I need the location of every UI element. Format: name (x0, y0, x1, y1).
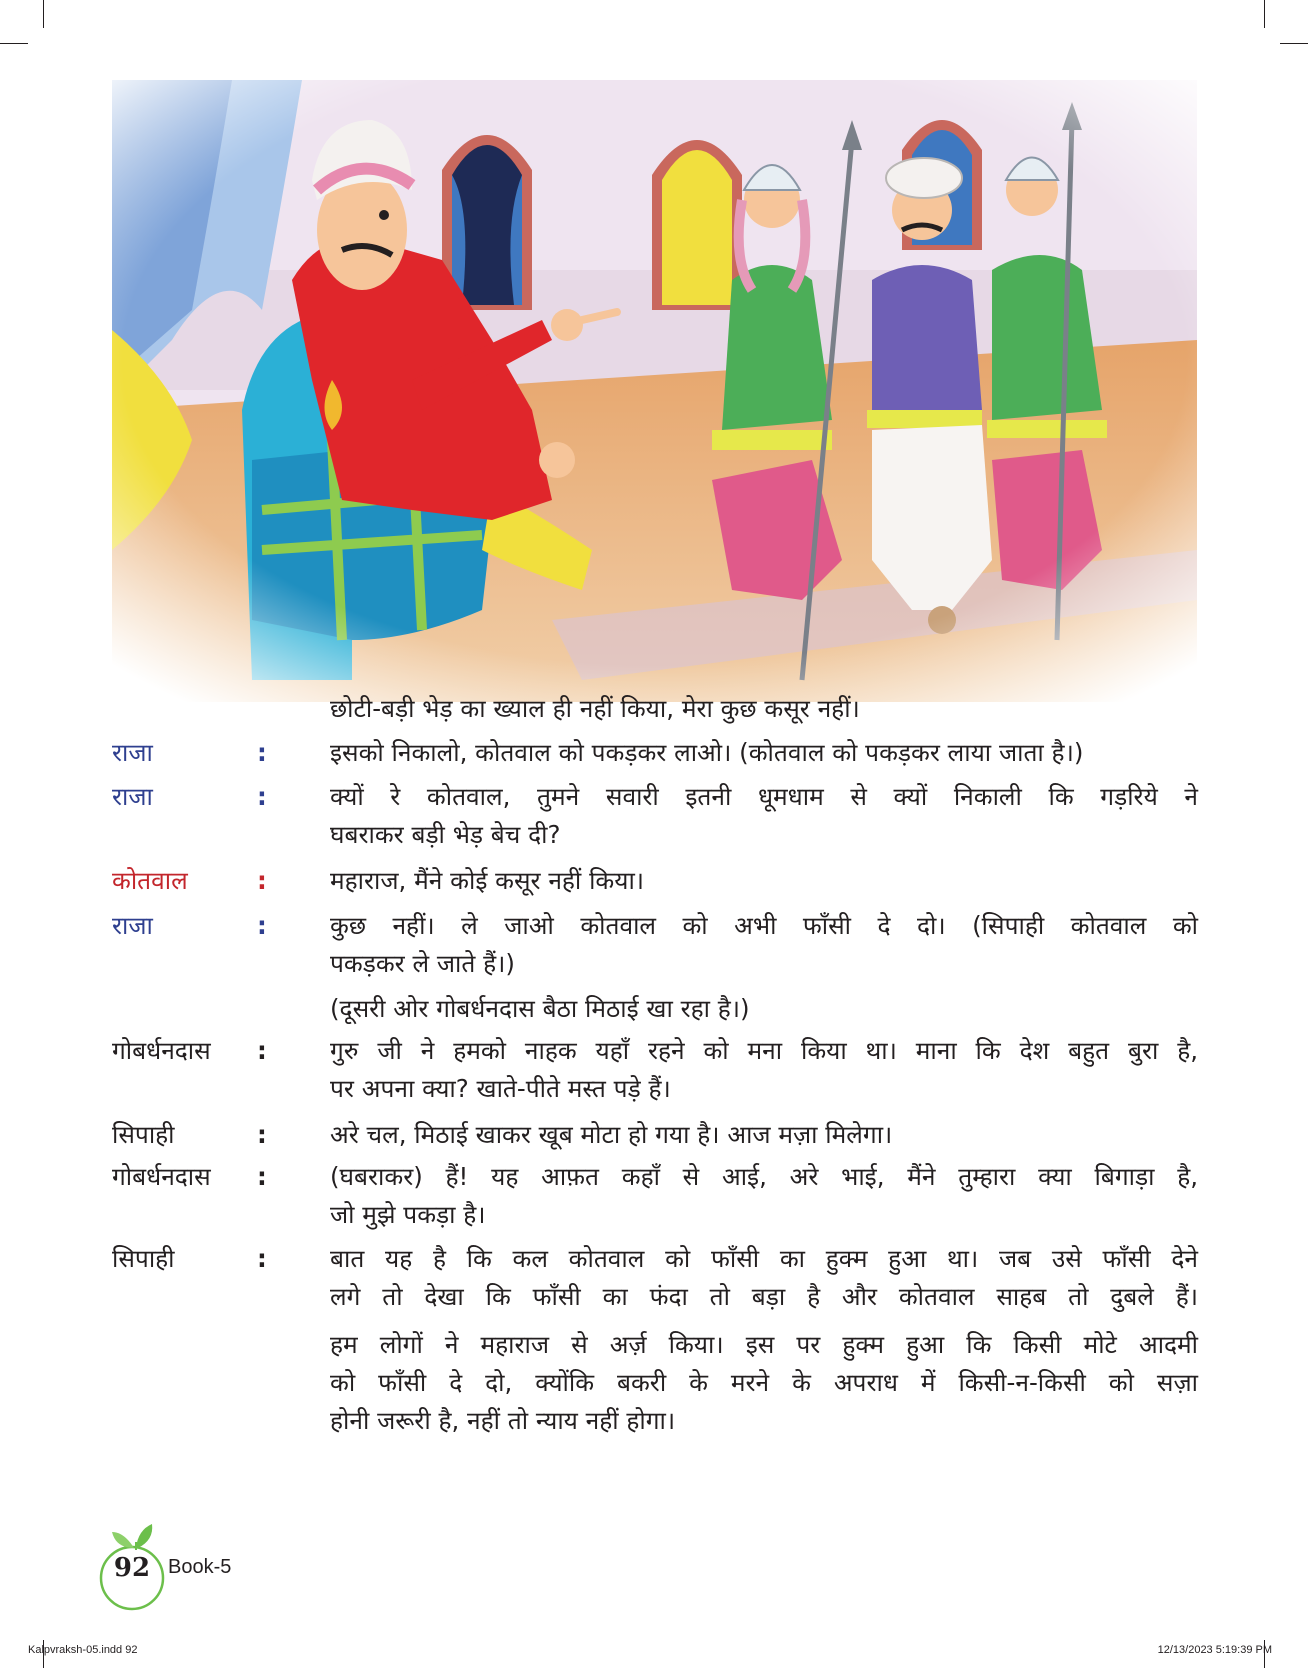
speaker-colon: : (257, 782, 267, 811)
speaker-label: राजा (112, 738, 153, 767)
dialogue-line: लगे तो देखा कि फाँसी का फंदा तो बड़ा है और कोतवाल साहब तो दुबले हैं। (330, 1282, 1198, 1311)
page-number: 92 (113, 1553, 151, 1583)
dialogue-line: महाराज, मैंने कोई कसूर नहीं किया। (330, 866, 645, 895)
speaker-label: गोबर्धनदास (112, 1036, 211, 1065)
book-label: Book-5 (168, 1556, 232, 1578)
speaker-label: सिपाही (112, 1120, 175, 1149)
dialogue-line: पर अपना क्या? खाते-पीते मस्त पड़े हैं। (330, 1074, 671, 1103)
speaker-colon: : (257, 1036, 267, 1065)
dialogue-line: अरे चल, मिठाई खाकर खूब मोटा हो गया है। आज मज़ा मिलेगा। (330, 1120, 893, 1149)
speaker-colon: : (257, 1162, 267, 1191)
dialogue-line: को फाँसी दे दो, क्योंकि बकरी के मरने के अपराध में किसी-न-किसी को सज़ा (330, 1368, 1198, 1397)
speaker-label: राजा (112, 911, 153, 940)
speaker-label: कोतवाल (112, 866, 188, 895)
dialogue-line: इसको निकालो, कोतवाल को पकड़कर लाओ। (कोतवाल को पकड़कर लाया जाता है।) (330, 738, 1084, 767)
crop-mark (43, 0, 44, 28)
speaker-colon: : (257, 911, 267, 940)
speaker-colon: : (257, 1244, 267, 1273)
story-illustration (112, 80, 1197, 702)
dialogue-line: (दूसरी ओर गोबर्धनदास बैठा मिठाई खा रहा है।) (330, 994, 750, 1023)
speaker-label: राजा (112, 782, 153, 811)
dialogue-line: कुछ नहीं। ले जाओ कोतवाल को अभी फाँसी दे दो। (सिपाही कोतवाल को (330, 911, 1198, 940)
crop-mark (0, 43, 28, 44)
print-slug-timestamp: 12/13/2023 5:19:39 PM (1157, 1644, 1272, 1656)
print-slug-file: Kalpvraksh-05.indd 92 (28, 1644, 138, 1656)
dialogue-line: (घबराकर) हैं! यह आफ़त कहाँ से आई, अरे भाई, मैंने तुम्हारा क्या बिगाड़ा है, (330, 1162, 1198, 1191)
dialogue-line: होनी जरूरी है, नहीं तो न्याय नहीं होगा। (330, 1406, 676, 1435)
speaker-colon: : (257, 866, 267, 895)
crop-mark (1280, 43, 1308, 44)
speaker-colon: : (257, 738, 267, 767)
dialogue-line: बात यह है कि कल कोतवाल को फाँसी का हुक्म हुआ था। जब उसे फाँसी देने (330, 1244, 1198, 1273)
speaker-colon: : (257, 1120, 267, 1149)
dialogue-line: जो मुझे पकड़ा है। (330, 1200, 486, 1229)
dialogue-line: हम लोगों ने महाराज से अर्ज़ किया। इस पर हुक्म हुआ कि किसी मोटे आदमी (330, 1330, 1198, 1359)
crop-mark (1264, 0, 1265, 28)
dialogue-line: क्यों रे कोतवाल, तुमने सवारी इतनी धूमधाम से क्यों निकाली कि गड़रिये ने (330, 782, 1198, 811)
speaker-label: सिपाही (112, 1244, 175, 1273)
dialogue-line: पकड़कर ले जाते हैं।) (330, 949, 515, 978)
speaker-label: गोबर्धनदास (112, 1162, 211, 1191)
dialogue-line: छोटी-बड़ी भेड़ का ख्याल ही नहीं किया, मेरा कुछ कसूर नहीं। (330, 694, 860, 723)
dialogue-line: गुरु जी ने हमको नाहक यहाँ रहने को मना किया था। माना कि देश बहुत बुरा है, (330, 1036, 1198, 1065)
dialogue-line: घबराकर बड़ी भेड़ बेच दी? (330, 820, 561, 849)
